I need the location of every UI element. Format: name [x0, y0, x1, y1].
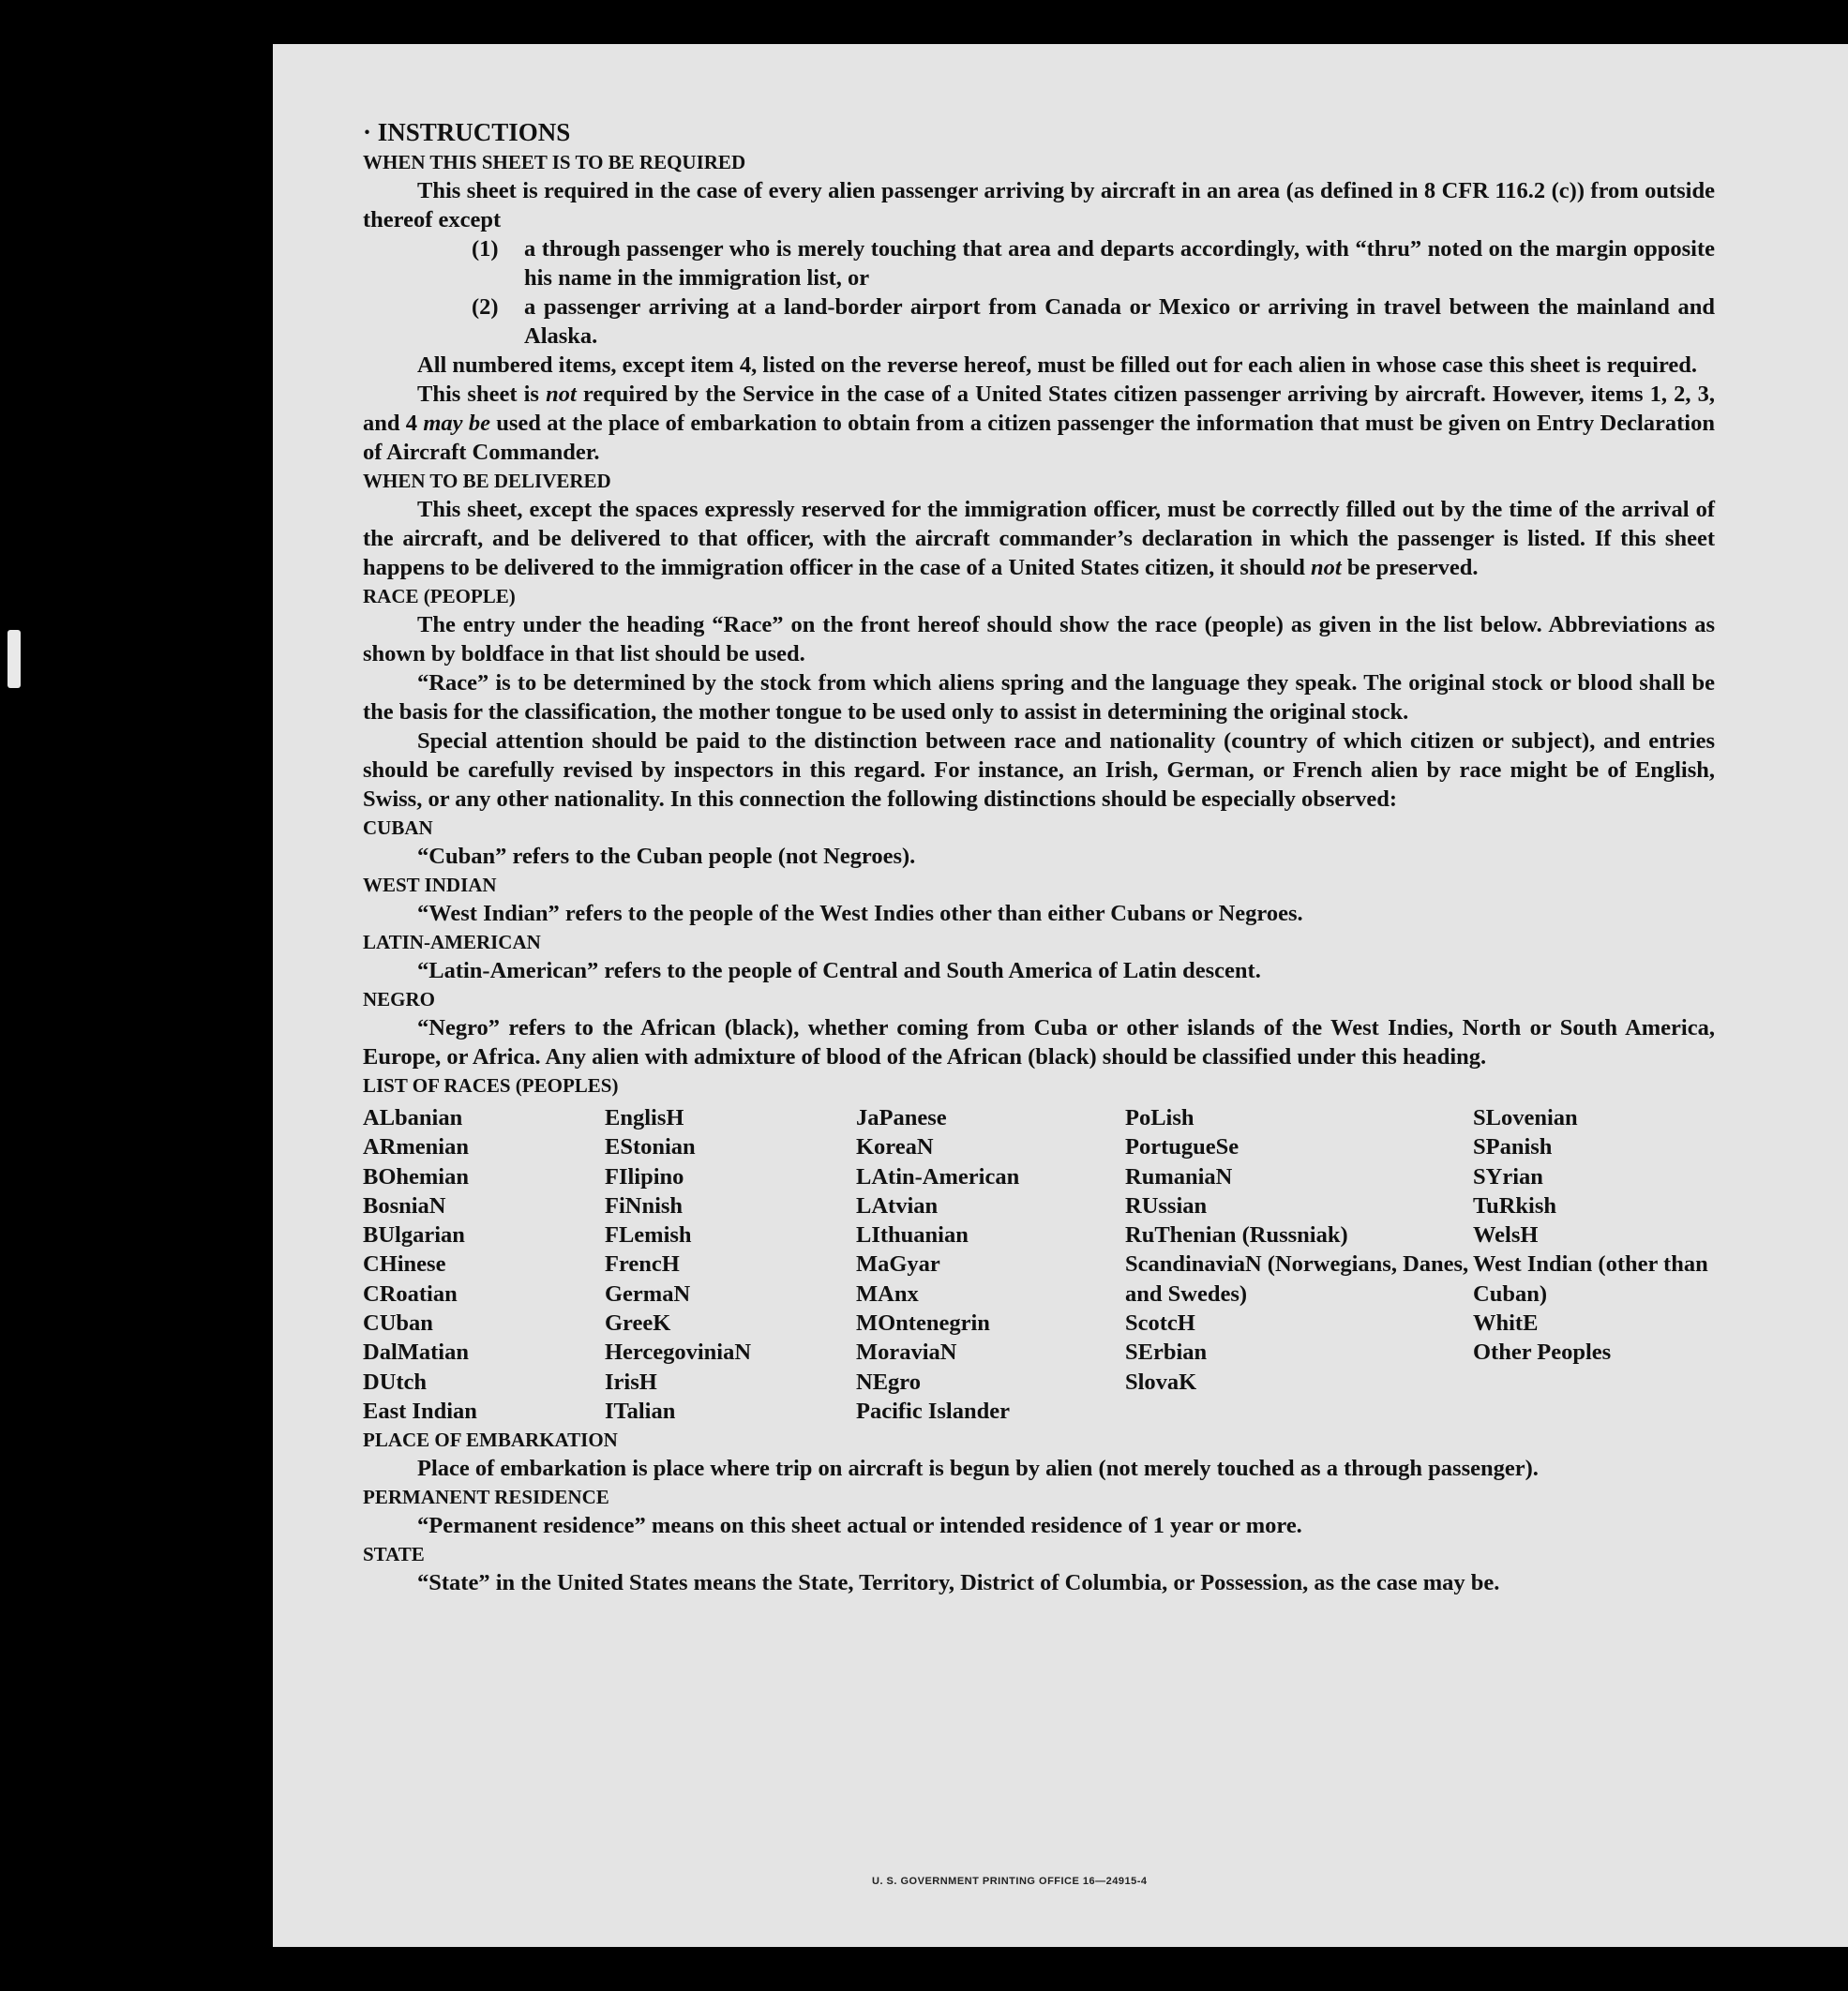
- race-item: BOhemian: [363, 1163, 469, 1190]
- race-item: CRoatian: [363, 1280, 458, 1307]
- race-item: ScandinaviaN (Norwegians, Danes, and Swedes): [1125, 1251, 1469, 1307]
- race-item: BosniaN: [363, 1192, 446, 1219]
- heading-race: RACE (PEOPLE): [363, 585, 516, 607]
- paragraph-when-required: This sheet is required in the case of every alien passenger arriving by aircraft in an area (as defined in 8 CFR 116.2 (c)) from outside thereof except: [363, 178, 1715, 232]
- paragraph-race-2: “Race” is to be determined by the stock from which aliens spring and the language they speak. The original stock or blood shall be the basis for the classification, the mother tongue to be used only to assist in determining the original stock.: [363, 670, 1715, 725]
- race-column: [1473, 1103, 1715, 1426]
- race-item: LIthuanian: [856, 1222, 969, 1249]
- race-item: RumaniaN: [1125, 1163, 1233, 1190]
- race-item: DUtch: [363, 1369, 428, 1395]
- race-column: [605, 1103, 856, 1426]
- scan-edge-mark: [8, 630, 21, 688]
- paragraph-permanent-residence: “Permanent residence” means on this sheet actual or intended residence of 1 year or more.: [417, 1513, 1302, 1539]
- race-list-table: [363, 1103, 1715, 1426]
- race-item: ITalian: [605, 1398, 676, 1424]
- heading-permanent-residence: PERMANENT RESIDENCE: [363, 1486, 609, 1509]
- race-item: FLemish: [605, 1222, 692, 1249]
- race-item: KoreaN: [856, 1134, 934, 1160]
- race-item: FiNnish: [605, 1192, 684, 1219]
- race-column: [363, 1103, 605, 1426]
- paragraph-west-indian: “West Indian” refers to the people of the West Indies other than either Cubans or Negroes.: [417, 901, 1303, 926]
- race-item: JaPanese: [856, 1105, 947, 1130]
- paragraph-negro: “Negro” refers to the African (black), whether coming from Cuba or other islands of the West Indies, North or South America, Europe, or Africa. Any alien with admixture of blood of the African (black) should be classified under this heading.: [363, 1015, 1715, 1070]
- race-item: East Indian: [363, 1398, 477, 1424]
- heading-negro: NEGRO: [363, 988, 436, 1010]
- race-item: FIlipino: [605, 1163, 684, 1190]
- race-item: BUlgarian: [363, 1222, 465, 1249]
- race-item: TuRkish: [1473, 1192, 1557, 1219]
- exception-item-2: (2) a passenger arriving at a land-border airport from Canada or Mexico or arriving in travel between the mainland and Alaska.: [472, 294, 1715, 349]
- race-item: CHinese: [363, 1251, 446, 1278]
- heading-when-delivered: WHEN TO BE DELIVERED: [363, 470, 611, 492]
- heading-when-required: WHEN THIS SHEET IS TO BE REQUIRED: [363, 151, 746, 173]
- race-item: Other Peoples: [1473, 1340, 1612, 1366]
- race-item: ScotcH: [1125, 1310, 1195, 1337]
- instructions-text: [363, 116, 1715, 1597]
- race-item: PortugueSe: [1125, 1134, 1240, 1160]
- race-column: [856, 1103, 1125, 1426]
- race-item: ARmenian: [363, 1134, 469, 1160]
- race-item: Pacific Islander: [856, 1398, 1010, 1424]
- heading-cuban: CUBAN: [363, 816, 433, 839]
- paragraph-state: “State” in the United States means the State, Territory, District of Columbia, or Possession, as the case may be.: [417, 1570, 1500, 1596]
- race-item: IrisH: [605, 1369, 657, 1395]
- paragraph-embarkation: Place of embarkation is place where trip on aircraft is begun by alien (not merely touched as a through passenger).: [417, 1456, 1539, 1482]
- race-item: SLovenian: [1473, 1105, 1578, 1130]
- paragraph-race-1: The entry under the heading “Race” on the front hereof should show the race (people) as given in the list below. Abbreviations as shown by boldface in that list should be used.: [363, 612, 1715, 666]
- race-item: RuThenian (Russniak): [1125, 1222, 1348, 1249]
- heading-embarkation: PLACE OF EMBARKATION: [363, 1429, 618, 1452]
- race-item: CUban: [363, 1310, 433, 1337]
- page-title: · INSTRUCTIONS: [363, 118, 571, 146]
- exception-item-1: (1) a through passenger who is merely touching that area and departs accordingly, with “thru” noted on the margin opposite his name in the immigration list, or: [472, 236, 1715, 291]
- race-item: SlovaK: [1125, 1369, 1197, 1395]
- race-column: [1125, 1103, 1473, 1426]
- race-item: HercegoviniaN: [605, 1340, 752, 1366]
- race-item: EStonian: [605, 1134, 696, 1160]
- race-item: EnglisH: [605, 1105, 684, 1130]
- paragraph-when-delivered: This sheet, except the spaces expressly reserved for the immigration officer, must be correctly filled out by the time of the arrival of the aircraft, and be delivered to that officer, with the aircraft commander’s declaration in which the passenger is listed. If this sheet happens to be delivered to the immigration officer in the case of a United States citizen, it should not be preserved.: [363, 497, 1715, 580]
- race-item: LAtin-American: [856, 1163, 1020, 1190]
- race-item: MAnx: [856, 1280, 919, 1307]
- paragraph-latin-american: “Latin-American” refers to the people of Central and South America of Latin descent.: [417, 958, 1261, 983]
- race-item: MoraviaN: [856, 1340, 957, 1366]
- race-item: WelsH: [1473, 1222, 1539, 1249]
- race-item: GreeK: [605, 1310, 671, 1337]
- race-item: GermaN: [605, 1280, 691, 1307]
- race-item: ALbanian: [363, 1105, 463, 1130]
- printing-office-footer: U. S. GOVERNMENT PRINTING OFFICE 16—24915-4: [872, 1876, 1148, 1887]
- race-item: FrencH: [605, 1251, 680, 1278]
- race-item: PoLish: [1125, 1105, 1194, 1130]
- race-item: West Indian (other than Cuban): [1473, 1251, 1708, 1307]
- race-item: MaGyar: [856, 1251, 940, 1278]
- race-item: SPanish: [1473, 1134, 1553, 1160]
- race-item: WhitE: [1473, 1310, 1539, 1337]
- race-item: MOntenegrin: [856, 1310, 990, 1337]
- heading-latin-american: LATIN-AMERICAN: [363, 931, 541, 953]
- paragraph-race-3: Special attention should be paid to the distinction between race and nationality (country of which citizen or subject), and entries should be carefully revised by inspectors in this regard. For instance, an Irish, German, or French alien by race might be of English, Swiss, or any other nationality. In this connection the following distinctions should be especially observed:: [363, 728, 1715, 812]
- race-item: SErbian: [1125, 1340, 1208, 1366]
- paragraph-numbered-items: All numbered items, except item 4, listed on the reverse hereof, must be filled out for each alien in whose case this sheet is required.: [417, 352, 1698, 378]
- race-item: NEgro: [856, 1369, 921, 1395]
- paragraph-citizen: This sheet is not required by the Service in the case of a United States citizen passenger arriving by aircraft. However, items 1, 2, 3, and 4 may be used at the place of embarkation to obtain from a citizen passenger the information that must be given on Entry Declaration of Aircraft Commander.: [363, 382, 1716, 465]
- paragraph-cuban: “Cuban” refers to the Cuban people (not Negroes).: [417, 844, 916, 869]
- race-item: SYrian: [1473, 1163, 1543, 1190]
- race-item: RUssian: [1125, 1192, 1208, 1219]
- heading-state: STATE: [363, 1543, 425, 1566]
- race-item: LAtvian: [856, 1192, 939, 1219]
- heading-west-indian: WEST INDIAN: [363, 874, 497, 896]
- race-item: DalMatian: [363, 1340, 469, 1366]
- heading-list-of-races: LIST OF RACES (PEOPLES): [363, 1074, 619, 1097]
